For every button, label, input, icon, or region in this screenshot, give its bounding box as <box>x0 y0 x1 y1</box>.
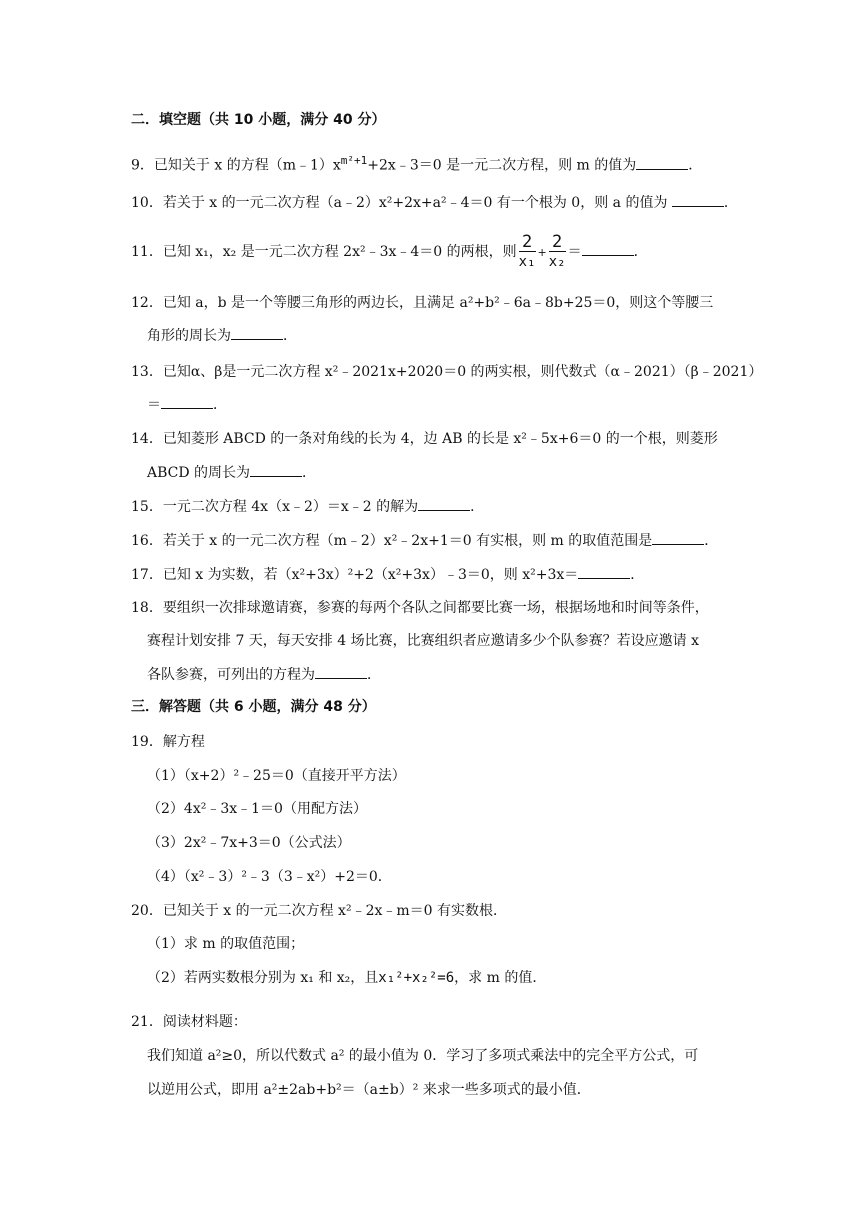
q9-after: +2x﹣3＝0 是一元二次方程，则 m 的值为 <box>367 157 637 174</box>
q15-end: ． <box>470 499 485 515</box>
q16-end: ． <box>704 533 719 549</box>
q18-line3: 各队参赛，可列出的方程为 <box>147 667 315 683</box>
q14-line2: ABCD 的周长为 <box>147 465 251 481</box>
question-20-item-1: （1）求 m 的取值范围； <box>147 936 305 952</box>
q15-text: 15．一元二次方程 4x（x﹣2）＝x﹣2 的解为 <box>131 499 419 515</box>
answer-blank[interactable] <box>578 564 630 579</box>
question-19-title: 19．解方程 <box>131 734 205 750</box>
question-19-item-2: （2）4x²﹣3x﹣1＝0（用配方法） <box>147 801 367 817</box>
question-17 <box>131 564 644 585</box>
q9-exponent: m²+1 <box>340 154 368 167</box>
q11-equals: ＝ <box>567 244 582 260</box>
question-20-title: 20．已知关于 x 的一元二次方程 x²﹣2x﹣m＝0 有实数根． <box>131 903 508 919</box>
answer-blank[interactable] <box>636 155 688 170</box>
question-10 <box>131 192 738 213</box>
question-16 <box>131 530 718 551</box>
answer-blank[interactable] <box>161 394 213 409</box>
fraction-2-over-x1 <box>519 233 536 272</box>
q17-end: ． <box>630 567 645 583</box>
question-14-line-1: 14．已知菱形 ABCD 的一条对角线的长为 4，边 AB 的长是 x²﹣5x+6＝0 的一个根，则菱形 <box>131 431 718 447</box>
q11-end: ． <box>633 244 648 260</box>
question-19-item-1: （1）（x+2）²﹣25＝0（直接开平方法） <box>147 768 406 784</box>
answer-blank[interactable] <box>672 192 724 207</box>
fraction-denominator: x₂ <box>548 253 566 270</box>
section-2-heading: 二．填空题（共 10 小题，满分 40 分） <box>131 112 386 128</box>
question-19-item-4: （4）（x²﹣3）²﹣3（3﹣x²）+2＝0． <box>147 869 392 885</box>
question-18-line-2: 赛程计划安排 7 天，每天安排 4 场比赛，比赛组织者应邀请多少个队参赛？若设应邀请 x <box>147 633 699 649</box>
question-11 <box>131 232 648 273</box>
question-18-line-3 <box>147 664 381 685</box>
q16-text: 16．若关于 x 的一元二次方程（m﹣2）x²﹣2x+1＝0 有实根，则 m 的取值范围是 <box>131 533 653 549</box>
q10-text: 10．若关于 x 的一元二次方程（a﹣2）x²+2x+a²﹣4＝0 有一个根为 0，则 a 的值为 <box>131 195 668 211</box>
question-9 <box>131 151 702 176</box>
q14-end: ． <box>302 465 317 481</box>
fraction-numerator: 2 <box>549 233 566 252</box>
fraction-numerator: 2 <box>519 233 536 252</box>
question-13-line-1: 13．已知α、β是一元二次方程 x²﹣2021x+2020＝0 的两实根，则代数式（α﹣2021）（β﹣2021） <box>131 364 763 380</box>
q20-formula: x₁²+x₂²=6 <box>378 970 455 986</box>
answer-blank[interactable] <box>231 325 283 340</box>
q20-item2b: ，求 m 的值． <box>454 970 547 986</box>
q11-plus: + <box>537 246 547 259</box>
fraction-denominator: x₁ <box>518 253 536 270</box>
q11-text: 11．已知 x₁，x₂ 是一元二次方程 2x²﹣3x﹣4＝0 的两根，则 <box>131 244 517 260</box>
q13-line2: ＝ <box>147 397 161 413</box>
q9-end: ． <box>688 157 703 174</box>
question-21-line-1: 我们知道 a²≥0，所以代数式 a² 的最小值为 0．学习了多项式乘法中的完全平方公式，可 <box>147 1048 699 1064</box>
section-3-heading: 三．解答题（共 6 小题，满分 48 分） <box>131 699 376 715</box>
question-21-title: 21．阅读材料题： <box>131 1014 247 1030</box>
answer-blank[interactable] <box>418 496 470 511</box>
fraction-2-over-x2 <box>549 233 566 272</box>
answer-blank[interactable] <box>652 530 704 545</box>
question-13-line-2 <box>147 394 227 415</box>
answer-blank[interactable] <box>582 241 634 256</box>
q13-end: ． <box>213 397 227 413</box>
q18-end: ． <box>367 667 381 683</box>
q10-end: ． <box>723 195 738 211</box>
answer-blank[interactable] <box>250 462 302 477</box>
q9-text: 9．已知关于 x 的方程（m﹣1）x <box>131 157 341 174</box>
q20-item2a: （2）若两实数根分别为 x₁ 和 x₂，且 <box>147 970 379 986</box>
q12-line2: 角形的周长为 <box>147 328 231 344</box>
question-21-line-2: 以逆用公式，即用 a²±2ab+b²＝（a±b）² 来求一些多项式的最小值． <box>147 1082 591 1098</box>
answer-blank[interactable] <box>315 664 367 679</box>
q17-text: 17．已知 x 为实数，若（x²+3x）²+2（x²+3x）﹣3＝0，则 x²+3x＝ <box>131 567 579 583</box>
question-12-line-2 <box>147 325 297 346</box>
question-18-line-1: 18．要组织一次排球邀请赛，参赛的每两个各队之间都要比赛一场，根据场地和时间等条件， <box>131 600 709 616</box>
question-15 <box>131 496 484 517</box>
question-19-item-3: （3）2x²﹣7x+3＝0（公式法） <box>147 835 351 851</box>
question-12-line-1: 12．已知 a，b 是一个等腰三角形的两边长，且满足 a²+b²﹣6a﹣8b+25＝0，则这个等腰三 <box>131 295 714 311</box>
question-14-line-2 <box>147 462 316 483</box>
question-20-item-2 <box>147 968 546 988</box>
q12-end: ． <box>283 328 297 344</box>
